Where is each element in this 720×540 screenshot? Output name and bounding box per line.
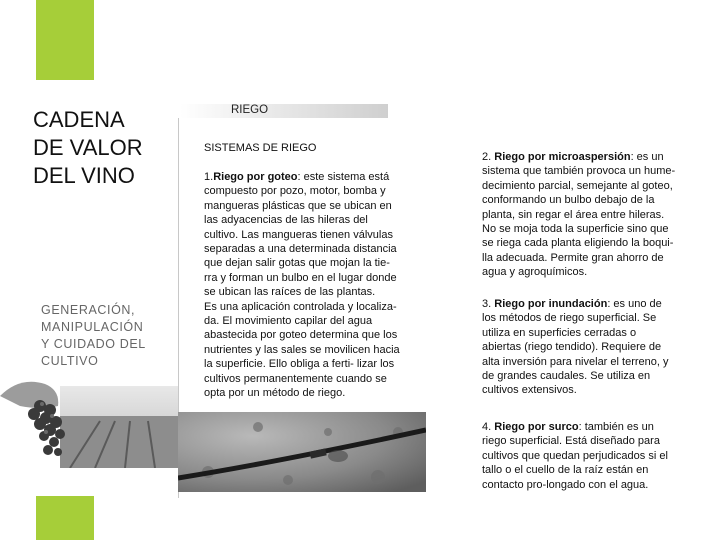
paragraph-line: cultivos extensivos. [482, 384, 577, 397]
paragraph-line: separadas a una determinada distancia [204, 243, 397, 256]
paragraph-line: alta inversión para nivelar el terreno, y [482, 355, 669, 368]
paragraph-line: abiertas (riego tendido). Requiere de [482, 341, 662, 354]
drip-irrigation-paragraph [204, 170, 426, 401]
paragraph-line: que dejan salir gotas que mojan la tie- [204, 257, 390, 270]
paragraph-line: tallo o el cuello de la raíz están en [482, 464, 649, 477]
grapes-vineyard-photo [0, 376, 178, 468]
accent-block-bottom [36, 496, 94, 540]
paragraph-line [482, 297, 692, 311]
paragraph-line: mangueras plásticas que se ubican en [204, 199, 392, 212]
paragraph-line: da. El movimiento capilar del agua [204, 315, 373, 328]
accent-block-top [36, 0, 94, 80]
paragraph-line: la superficie. Ello obliga a ferti- lizar los [204, 358, 395, 371]
drip-hose-photo [178, 412, 426, 492]
paragraph-line: de grandes caudales. Se utiliza en [482, 370, 651, 383]
paragraph-line: compuesto por pozo, motor, bomba y [204, 185, 386, 198]
paragraph-line: cultivos permanentemente cuando se [204, 372, 387, 385]
paragraph-text: : también es un [578, 421, 654, 433]
paragraph-line: planta, sin regar el área entre hileras. [482, 208, 665, 221]
paragraph-line: cultivos que quedan perjudicados si el [482, 449, 668, 462]
paragraph-line: se riega cada planta eligiendo la boqui- [482, 237, 674, 250]
paragraph-line: contacto pro-longado con el agua. [482, 478, 649, 491]
header-bar [180, 104, 388, 118]
item-number: 2. [482, 151, 492, 163]
header-label: RIEGO [231, 104, 269, 116]
paragraph-line: No se moja toda la superficie sino que [482, 223, 669, 236]
paragraph-line: Es una aplicación controlada y localiza- [204, 300, 397, 313]
item-heading: Riego por goteo [213, 171, 298, 183]
paragraph-line: opta por un método de riego. [204, 387, 346, 400]
item-heading: Riego por microaspersión [494, 151, 631, 163]
paragraph-line: conformando un bulbo debajo de la [482, 194, 655, 207]
item-heading: Riego por surco [494, 421, 579, 433]
slide-title: CADENA DE VALOR DEL VINO [33, 107, 143, 188]
item-heading: Riego por inundación [494, 298, 608, 310]
furrow-item [482, 420, 692, 492]
paragraph-line: utiliza en superficies cerradas o [482, 326, 637, 339]
paragraph-line [482, 150, 692, 164]
paragraph-line: agua y agroquímicos. [482, 266, 588, 279]
paragraph-line: las adyacencias de las hileras del [204, 214, 368, 227]
paragraph-line: abastecida por goteo determina que los [204, 329, 398, 342]
paragraph-line: rra y forman un bulbo en el lugar donde [204, 271, 397, 284]
paragraph-text: : es uno de [607, 298, 662, 310]
section-title: SISTEMAS DE RIEGO [204, 142, 317, 154]
paragraph-line [482, 420, 692, 434]
paragraph-text: : este sistema está [297, 171, 390, 183]
paragraph-line: cultivo. Las mangueras tienen válvulas [204, 228, 393, 241]
paragraph-line [204, 170, 426, 184]
paragraph-line: se ubican las raíces de las plantas. [204, 286, 376, 299]
paragraph-line: los métodos de riego superficial. Se [482, 312, 657, 325]
microaspersion-item [482, 150, 692, 280]
paragraph-line: sistema que también provoca un hume- [482, 165, 676, 178]
slide-subtitle: GENERACIÓN, MANIPULACIÓN Y CUIDADO DEL CULTIVO [41, 303, 146, 368]
item-number: 1. [204, 171, 214, 183]
item-number: 3. [482, 298, 492, 310]
paragraph-text: : es un [630, 151, 664, 163]
paragraph-line: nutrientes y las sales se movilicen hacia [204, 343, 400, 356]
paragraph-line: lla adecuada. Permite gran ahorro de [482, 251, 664, 264]
paragraph-line: riego superficial. Está diseñado para [482, 435, 660, 448]
paragraph-line: decimiento parcial, semejante al goteo, [482, 179, 673, 192]
inundation-item [482, 297, 692, 398]
item-number: 4. [482, 421, 492, 433]
